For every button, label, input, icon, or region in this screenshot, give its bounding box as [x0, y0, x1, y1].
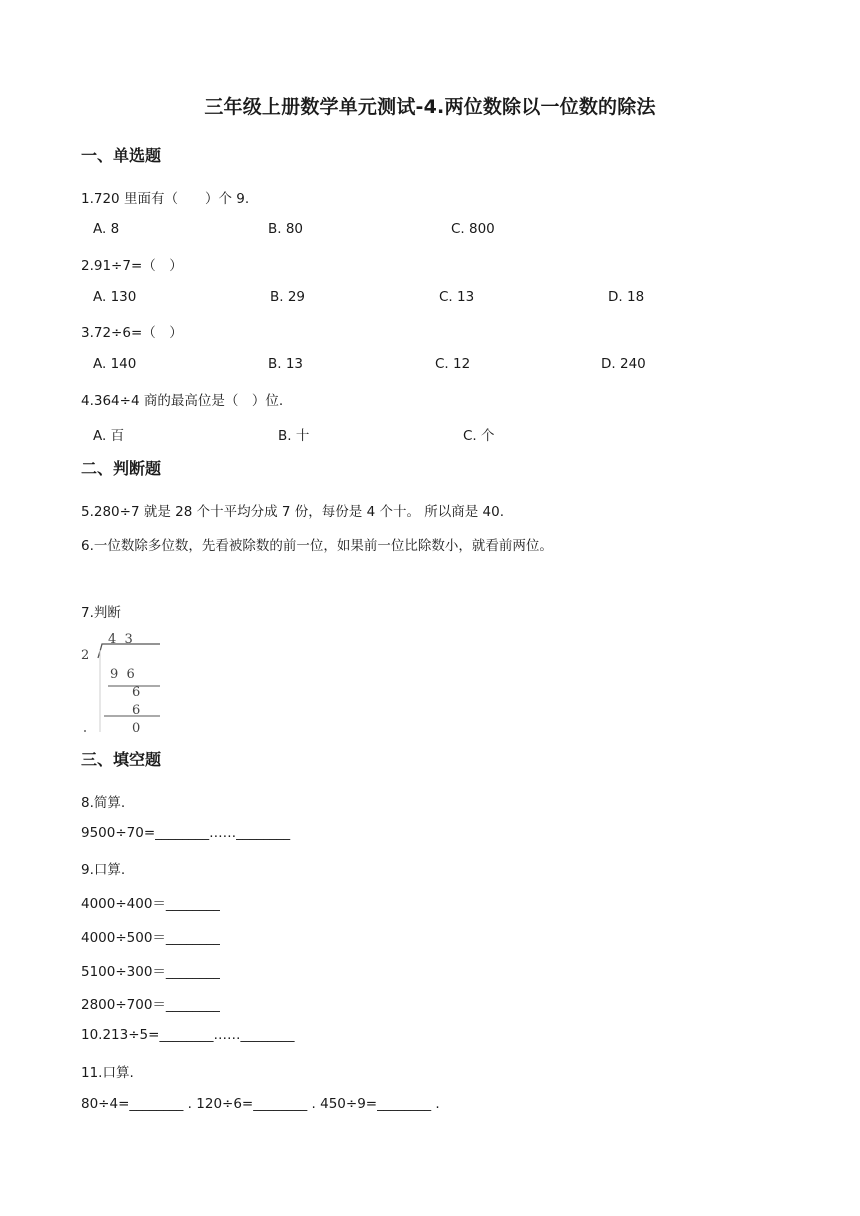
question-10[interactable]: 10.213÷5=________……________	[81, 1027, 295, 1043]
question-3-option-d[interactable]: D. 240	[601, 356, 646, 372]
question-4-option-c[interactable]: C. 个	[463, 428, 495, 444]
question-1-option-c[interactable]: C. 800	[451, 221, 495, 237]
question-3-option-b[interactable]: B. 13	[268, 356, 304, 372]
section-heading-fill-in: 三、填空题	[81, 750, 162, 769]
remainder-digit: 0	[132, 721, 141, 734]
question-8: 8.简算.	[81, 795, 126, 811]
subtraction-step-1: 6	[132, 685, 141, 700]
question-7: 7.判断	[81, 605, 121, 621]
question-2-option-a[interactable]: A. 130	[93, 289, 137, 305]
subtraction-step-2: 6	[132, 703, 141, 718]
question-2-option-c[interactable]: C. 13	[439, 289, 475, 305]
question-9-line-2[interactable]: 4000÷500＝________	[81, 930, 220, 946]
question-11: 11.口算.	[81, 1065, 134, 1081]
question-5: 5.280÷7 就是 28 个十平均分成 7 份，每份是 4 个十。 所以商是 40.	[81, 504, 504, 520]
question-6: 6.一位数除多位数，先看被除数的前一位，如果前一位比除数小，就看前两位。	[81, 538, 553, 554]
question-4-option-b[interactable]: B. 十	[278, 428, 310, 444]
question-2-option-b[interactable]: B. 29	[270, 289, 306, 305]
question-9-line-1[interactable]: 4000÷400＝________	[81, 896, 220, 912]
question-9-line-3[interactable]: 5100÷300＝________	[81, 964, 220, 980]
long-division-diagram	[80, 630, 164, 734]
question-4-option-a[interactable]: A. 百	[93, 428, 125, 444]
question-3-option-a[interactable]: A. 140	[93, 356, 137, 372]
page-title: 三年级上册数学单元测试-4.两位数除以一位数的除法	[204, 96, 656, 118]
question-9-line-4[interactable]: 2800÷700＝________	[81, 997, 220, 1013]
question-8-line[interactable]: 9500÷70=________……________	[81, 825, 291, 841]
section-heading-true-false: 二、判断题	[81, 459, 162, 478]
question-11-line[interactable]: 80÷4=________ . 120÷6=________ . 450÷9=________ .	[81, 1096, 440, 1112]
long-division-figure	[80, 630, 164, 734]
question-3: 3.72÷6=（ ）	[81, 325, 183, 341]
quotient-digits: 4 3	[108, 632, 133, 647]
question-9: 9.口算.	[81, 862, 126, 878]
question-1-option-a[interactable]: A. 8	[93, 221, 120, 237]
question-3-option-c[interactable]: C. 12	[435, 356, 471, 372]
question-1: 1.720 里面有（ ）个 9.	[81, 191, 250, 207]
section-heading-multiple-choice: 一、单选题	[81, 146, 162, 165]
question-4: 4.364÷4 商的最高位是（ ）位.	[81, 393, 284, 409]
divisor-digit: 2	[81, 648, 90, 663]
dividend-digits: 9 6	[110, 667, 135, 682]
question-1-option-b[interactable]: B. 80	[268, 221, 304, 237]
question-2-option-d[interactable]: D. 18	[608, 289, 645, 305]
question-2: 2.91÷7=（ ）	[81, 258, 183, 274]
